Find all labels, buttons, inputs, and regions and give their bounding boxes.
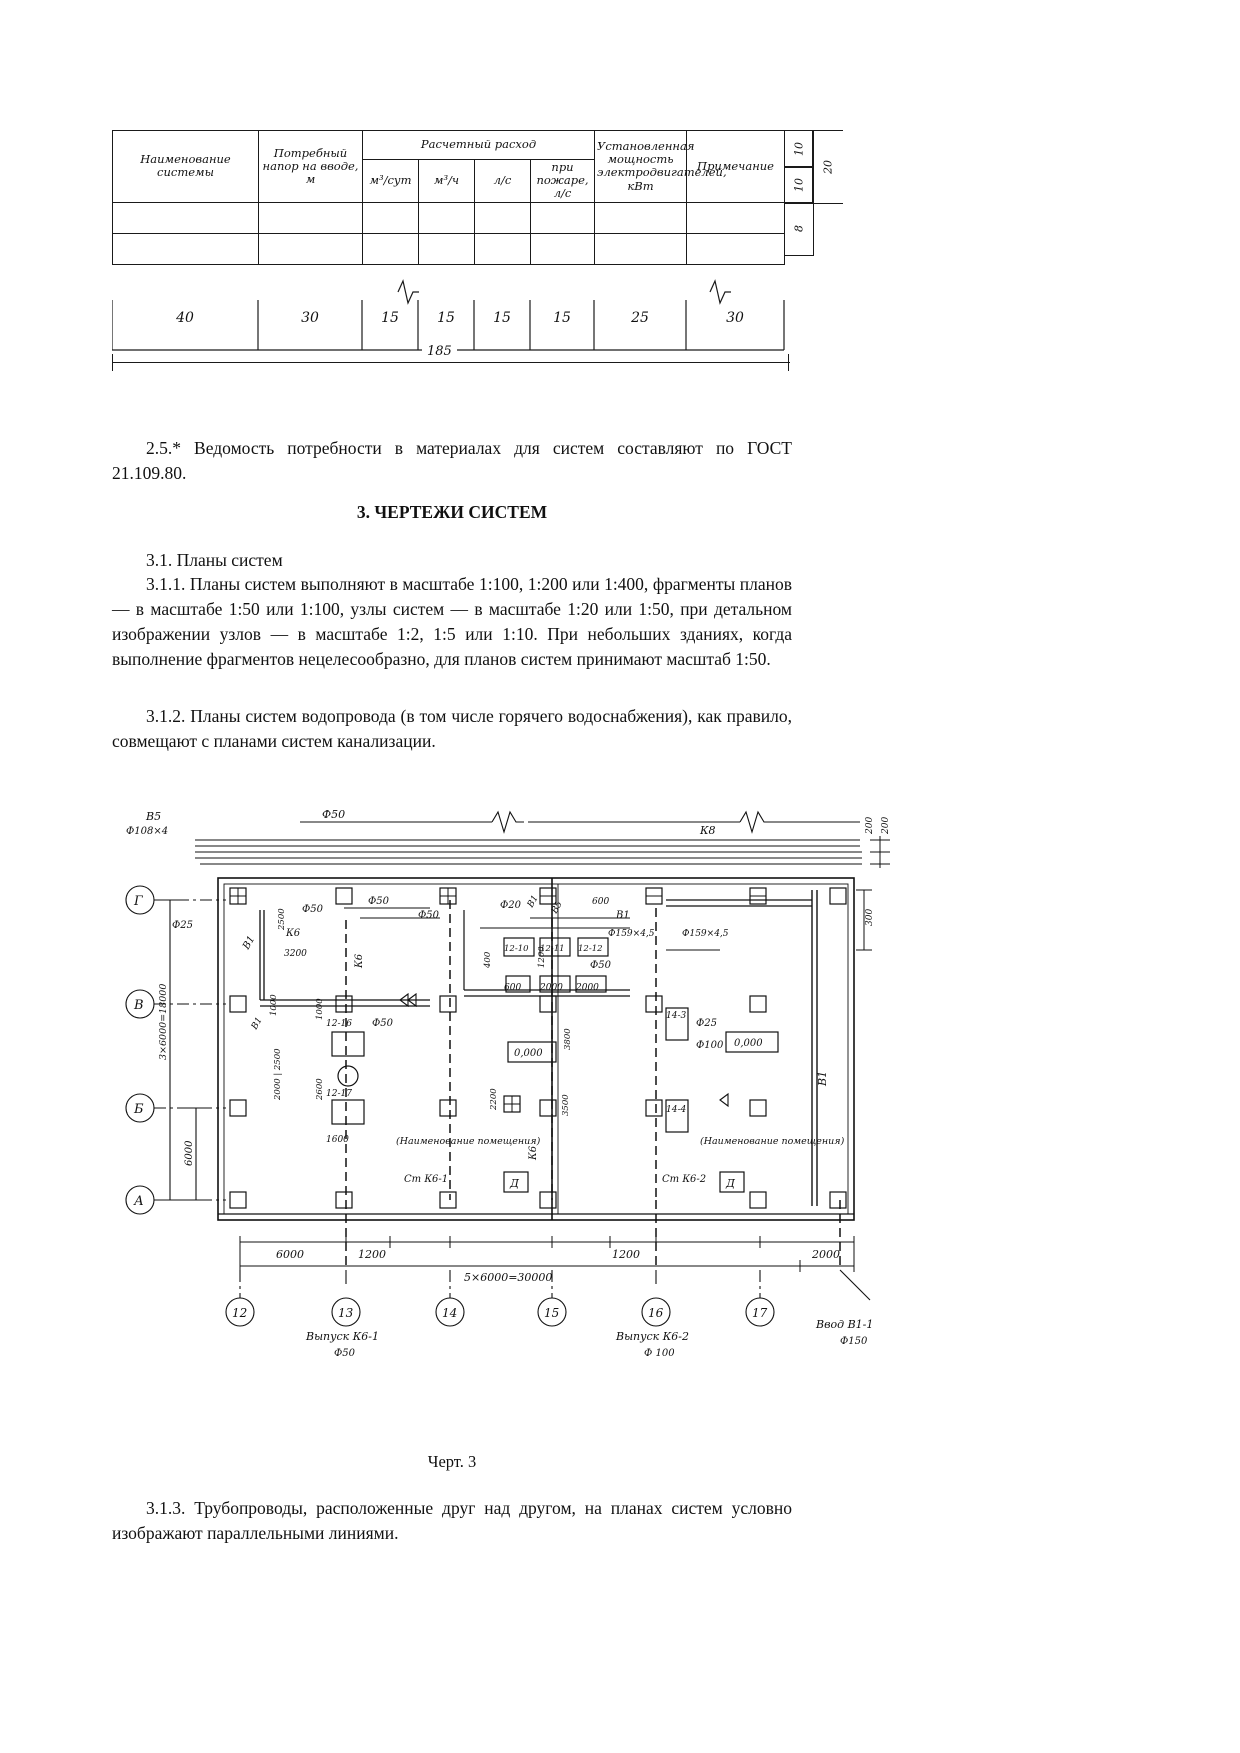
label-b1-right: В1 bbox=[816, 1070, 829, 1086]
node-14-3: 14-3 bbox=[666, 1011, 687, 1021]
label-st-k6-2: Ст К6-2 bbox=[662, 1174, 707, 1185]
label-2000a: 2000 bbox=[540, 983, 563, 993]
label-k8: К8 bbox=[700, 824, 716, 837]
cell-empty bbox=[595, 202, 687, 233]
paragraph-3-1-3 bbox=[112, 1496, 792, 1546]
dim-7: 25 bbox=[631, 310, 649, 326]
th-flow: Расчетный расход bbox=[363, 131, 595, 160]
figure-caption: Черт. 3 bbox=[427, 1452, 477, 1471]
plan-svg bbox=[100, 800, 920, 1420]
rn-10a: 10 bbox=[784, 130, 814, 168]
label-vypusk-2: Выпуск К6-2 bbox=[616, 1330, 689, 1343]
cell-empty bbox=[419, 202, 475, 233]
cell-empty bbox=[687, 202, 785, 233]
cell-empty bbox=[531, 202, 595, 233]
label-200-a: 200 bbox=[865, 816, 875, 834]
table-grid bbox=[112, 130, 785, 265]
label-f20: Ф20 bbox=[500, 900, 522, 911]
dim-2: 30 bbox=[301, 310, 319, 326]
label-2000b: 2000 bbox=[576, 983, 599, 993]
label-left-total: 3×6000=18000 bbox=[158, 983, 169, 1060]
th-fire: при пожаре, л/с bbox=[531, 160, 595, 203]
p312-text: 3.1.2. Планы систем водопровода (в том числе горячего водоснабжения), как правило, совмещают с планами систем канализации. bbox=[112, 706, 792, 751]
node-12-16: 12-16 bbox=[326, 1019, 352, 1029]
label-b5: В5 bbox=[146, 810, 162, 823]
cell-empty bbox=[531, 233, 595, 264]
label-1600: 1600 bbox=[326, 1135, 349, 1145]
label-f50-b: Ф50 bbox=[368, 896, 390, 907]
cell-empty bbox=[259, 202, 363, 233]
p25-text: 2.5.* Ведомость потребности в материалах для систем составляют по ГОСТ 21.109.80. bbox=[112, 438, 792, 483]
th-pressure: Потребный напор на вводе, м bbox=[259, 131, 363, 203]
dimension-values bbox=[112, 310, 784, 344]
right-dimension-columns bbox=[784, 130, 876, 254]
rn-8: 8 bbox=[784, 202, 814, 256]
label-f159-1: Ф159×4,5 bbox=[608, 929, 655, 939]
axis-num-17: 17 bbox=[752, 1306, 768, 1320]
table-empty-row-2 bbox=[113, 233, 785, 264]
label-vvod: Ввод В1-1 bbox=[816, 1318, 874, 1331]
label-f25-r: Ф25 bbox=[696, 1018, 718, 1029]
label-bot-6000: 6000 bbox=[276, 1248, 304, 1261]
room-right-1: (Наименование помещения) bbox=[700, 1136, 845, 1147]
node-12-11: 12-11 bbox=[540, 944, 565, 954]
cell-empty bbox=[687, 233, 785, 264]
label-b1-left-2: В1 bbox=[249, 1015, 265, 1032]
node-12-17: 12-17 bbox=[326, 1089, 352, 1099]
label-3200: 3200 bbox=[284, 949, 307, 959]
label-200-b: 200 bbox=[881, 816, 891, 834]
node-12-10: 12-10 bbox=[504, 944, 529, 954]
dim-8: 30 bbox=[726, 310, 744, 326]
dim-1: 40 bbox=[176, 310, 194, 326]
label-1000b: 1000 bbox=[315, 998, 325, 1020]
axis-letter-g: Г bbox=[134, 894, 143, 909]
label-level-center: 0,000 bbox=[514, 1048, 543, 1059]
label-k6-top: К6 bbox=[286, 928, 301, 939]
dim-tick-right bbox=[788, 354, 789, 371]
rn-20: 20 bbox=[812, 130, 843, 204]
th-ls: л/с bbox=[475, 160, 531, 203]
label-vypusk-1: Выпуск К6-1 bbox=[306, 1330, 379, 1343]
node-14-4: 14-4 bbox=[666, 1105, 687, 1115]
table-header-row bbox=[113, 131, 785, 160]
th-m3sut: м³/сут bbox=[363, 160, 419, 203]
label-2600: 2600 bbox=[315, 1078, 325, 1100]
axis-num-12: 12 bbox=[232, 1306, 248, 1320]
node-12-12: 12-12 bbox=[578, 944, 603, 954]
label-b1-r: В1 bbox=[616, 910, 630, 921]
table-empty-row-1 bbox=[113, 202, 785, 233]
th-note: Примечание bbox=[687, 131, 785, 203]
label-3500: 3500 bbox=[561, 1094, 571, 1116]
room-left-1: (Наименование помещения) bbox=[396, 1136, 541, 1147]
label-2500: 2500 bbox=[277, 908, 287, 930]
label-vypusk-1-d: Ф50 bbox=[334, 1348, 356, 1359]
badge-d-1: Д bbox=[510, 1177, 519, 1190]
axis-num-15: 15 bbox=[544, 1306, 560, 1320]
axis-letter-a: А bbox=[134, 1194, 144, 1209]
label-f25-left: Ф25 bbox=[172, 920, 194, 931]
axis-letter-v: В bbox=[134, 998, 144, 1013]
p313-text: 3.1.3. Трубопроводы, расположенные друг над другом, на планах систем условно изображают параллельными линиями. bbox=[112, 1498, 792, 1543]
specification-table bbox=[112, 130, 912, 360]
axis-num-14: 14 bbox=[442, 1306, 458, 1320]
paragraph-3-1-2 bbox=[112, 704, 792, 754]
axis-letter-b: Б bbox=[134, 1102, 144, 1117]
th-m3h: м³/ч bbox=[419, 160, 475, 203]
label-b5-v: В5 bbox=[549, 899, 565, 916]
label-k6-vert: К6 bbox=[354, 953, 365, 968]
p31-text: 3.1. Планы систем bbox=[146, 550, 283, 570]
dim-tick-left bbox=[112, 354, 113, 371]
paragraph-3-1-1 bbox=[112, 572, 792, 671]
p311-text: 3.1.1. Планы систем выполняют в масштабе 1:100, 1:200 или 1:400, фрагменты планов — в масштабе 1:50 или 1:100, узлы систем — в масштабе 1:20 или 1:50, при детальном изображении узлов — в масштабе 1:2, 1:5 или 1:10. При небольших зданиях, когда выполнение фрагментов нецелесообразно, для планов систем принимают масштаб 1:50. bbox=[112, 574, 792, 669]
label-f159-2: Ф159×4,5 bbox=[682, 929, 729, 939]
label-st-k6-1: Ст К6-1 bbox=[404, 1174, 449, 1185]
label-f50-e: Ф50 bbox=[372, 1018, 394, 1029]
label-vvod-d: Ф150 bbox=[840, 1336, 868, 1347]
paragraph-2-5 bbox=[112, 436, 792, 486]
badge-d-2: Д bbox=[726, 1177, 735, 1190]
label-3800: 3800 bbox=[563, 1028, 573, 1050]
label-2000-2500: 2000 | 2500 bbox=[273, 1048, 283, 1100]
th-name: Наименование системы bbox=[113, 131, 259, 203]
label-600: 600 bbox=[592, 897, 610, 907]
label-bot-1200b: 1200 bbox=[612, 1248, 640, 1261]
label-600-2: 600 bbox=[504, 983, 522, 993]
cell-empty bbox=[113, 202, 259, 233]
cell-empty bbox=[113, 233, 259, 264]
label-b1-v: В1 bbox=[525, 893, 541, 910]
figure-plan-drawing bbox=[100, 800, 920, 1420]
axis-num-16: 16 bbox=[648, 1306, 664, 1320]
label-b5-pipe: Ф108×4 bbox=[126, 826, 169, 837]
axis-num-13: 13 bbox=[338, 1306, 354, 1320]
dim-total-label: 185 bbox=[422, 344, 457, 359]
rn-10b: 10 bbox=[784, 166, 814, 204]
label-f50-d: Ф50 bbox=[590, 960, 612, 971]
label-bot-2000: 2000 bbox=[812, 1248, 840, 1261]
cell-empty bbox=[363, 202, 419, 233]
label-300: 300 bbox=[865, 908, 875, 926]
label-400: 400 bbox=[483, 951, 493, 968]
label-bot-total: 5×6000=30000 bbox=[464, 1271, 553, 1284]
cell-empty bbox=[595, 233, 687, 264]
label-level-right: 0,000 bbox=[734, 1038, 763, 1049]
label-f50-top: Ф50 bbox=[322, 808, 346, 821]
paragraph-3-1 bbox=[112, 548, 792, 573]
dim-4: 15 bbox=[437, 310, 455, 326]
cell-empty bbox=[475, 202, 531, 233]
label-f100: Ф100 bbox=[696, 1040, 724, 1051]
label-vypusk-2-d: Ф 100 bbox=[644, 1348, 675, 1359]
dim-3: 15 bbox=[381, 310, 399, 326]
label-1000: 1000 bbox=[269, 994, 279, 1016]
dim-6: 15 bbox=[553, 310, 571, 326]
dim-5: 15 bbox=[493, 310, 511, 326]
th-power: Установленная мощность электродвигателей, кВт bbox=[595, 131, 687, 203]
label-k6-bot: К6 bbox=[528, 1145, 539, 1160]
label-bot-1200a: 1200 bbox=[358, 1248, 386, 1261]
section-heading: 3. ЧЕРТЕЖИ СИСТЕМ bbox=[356, 502, 548, 522]
label-b1-left: В1 bbox=[241, 934, 258, 952]
label-f50-c: Ф50 bbox=[418, 910, 440, 921]
label-f50-a: Ф50 bbox=[302, 904, 324, 915]
cell-empty bbox=[419, 233, 475, 264]
label-left-6000: 6000 bbox=[184, 1140, 195, 1166]
dim-line bbox=[112, 362, 790, 363]
cell-empty bbox=[363, 233, 419, 264]
label-1200: 1200 bbox=[537, 946, 547, 968]
cell-empty bbox=[475, 233, 531, 264]
label-2200: 2200 bbox=[489, 1088, 499, 1110]
cell-empty bbox=[259, 233, 363, 264]
